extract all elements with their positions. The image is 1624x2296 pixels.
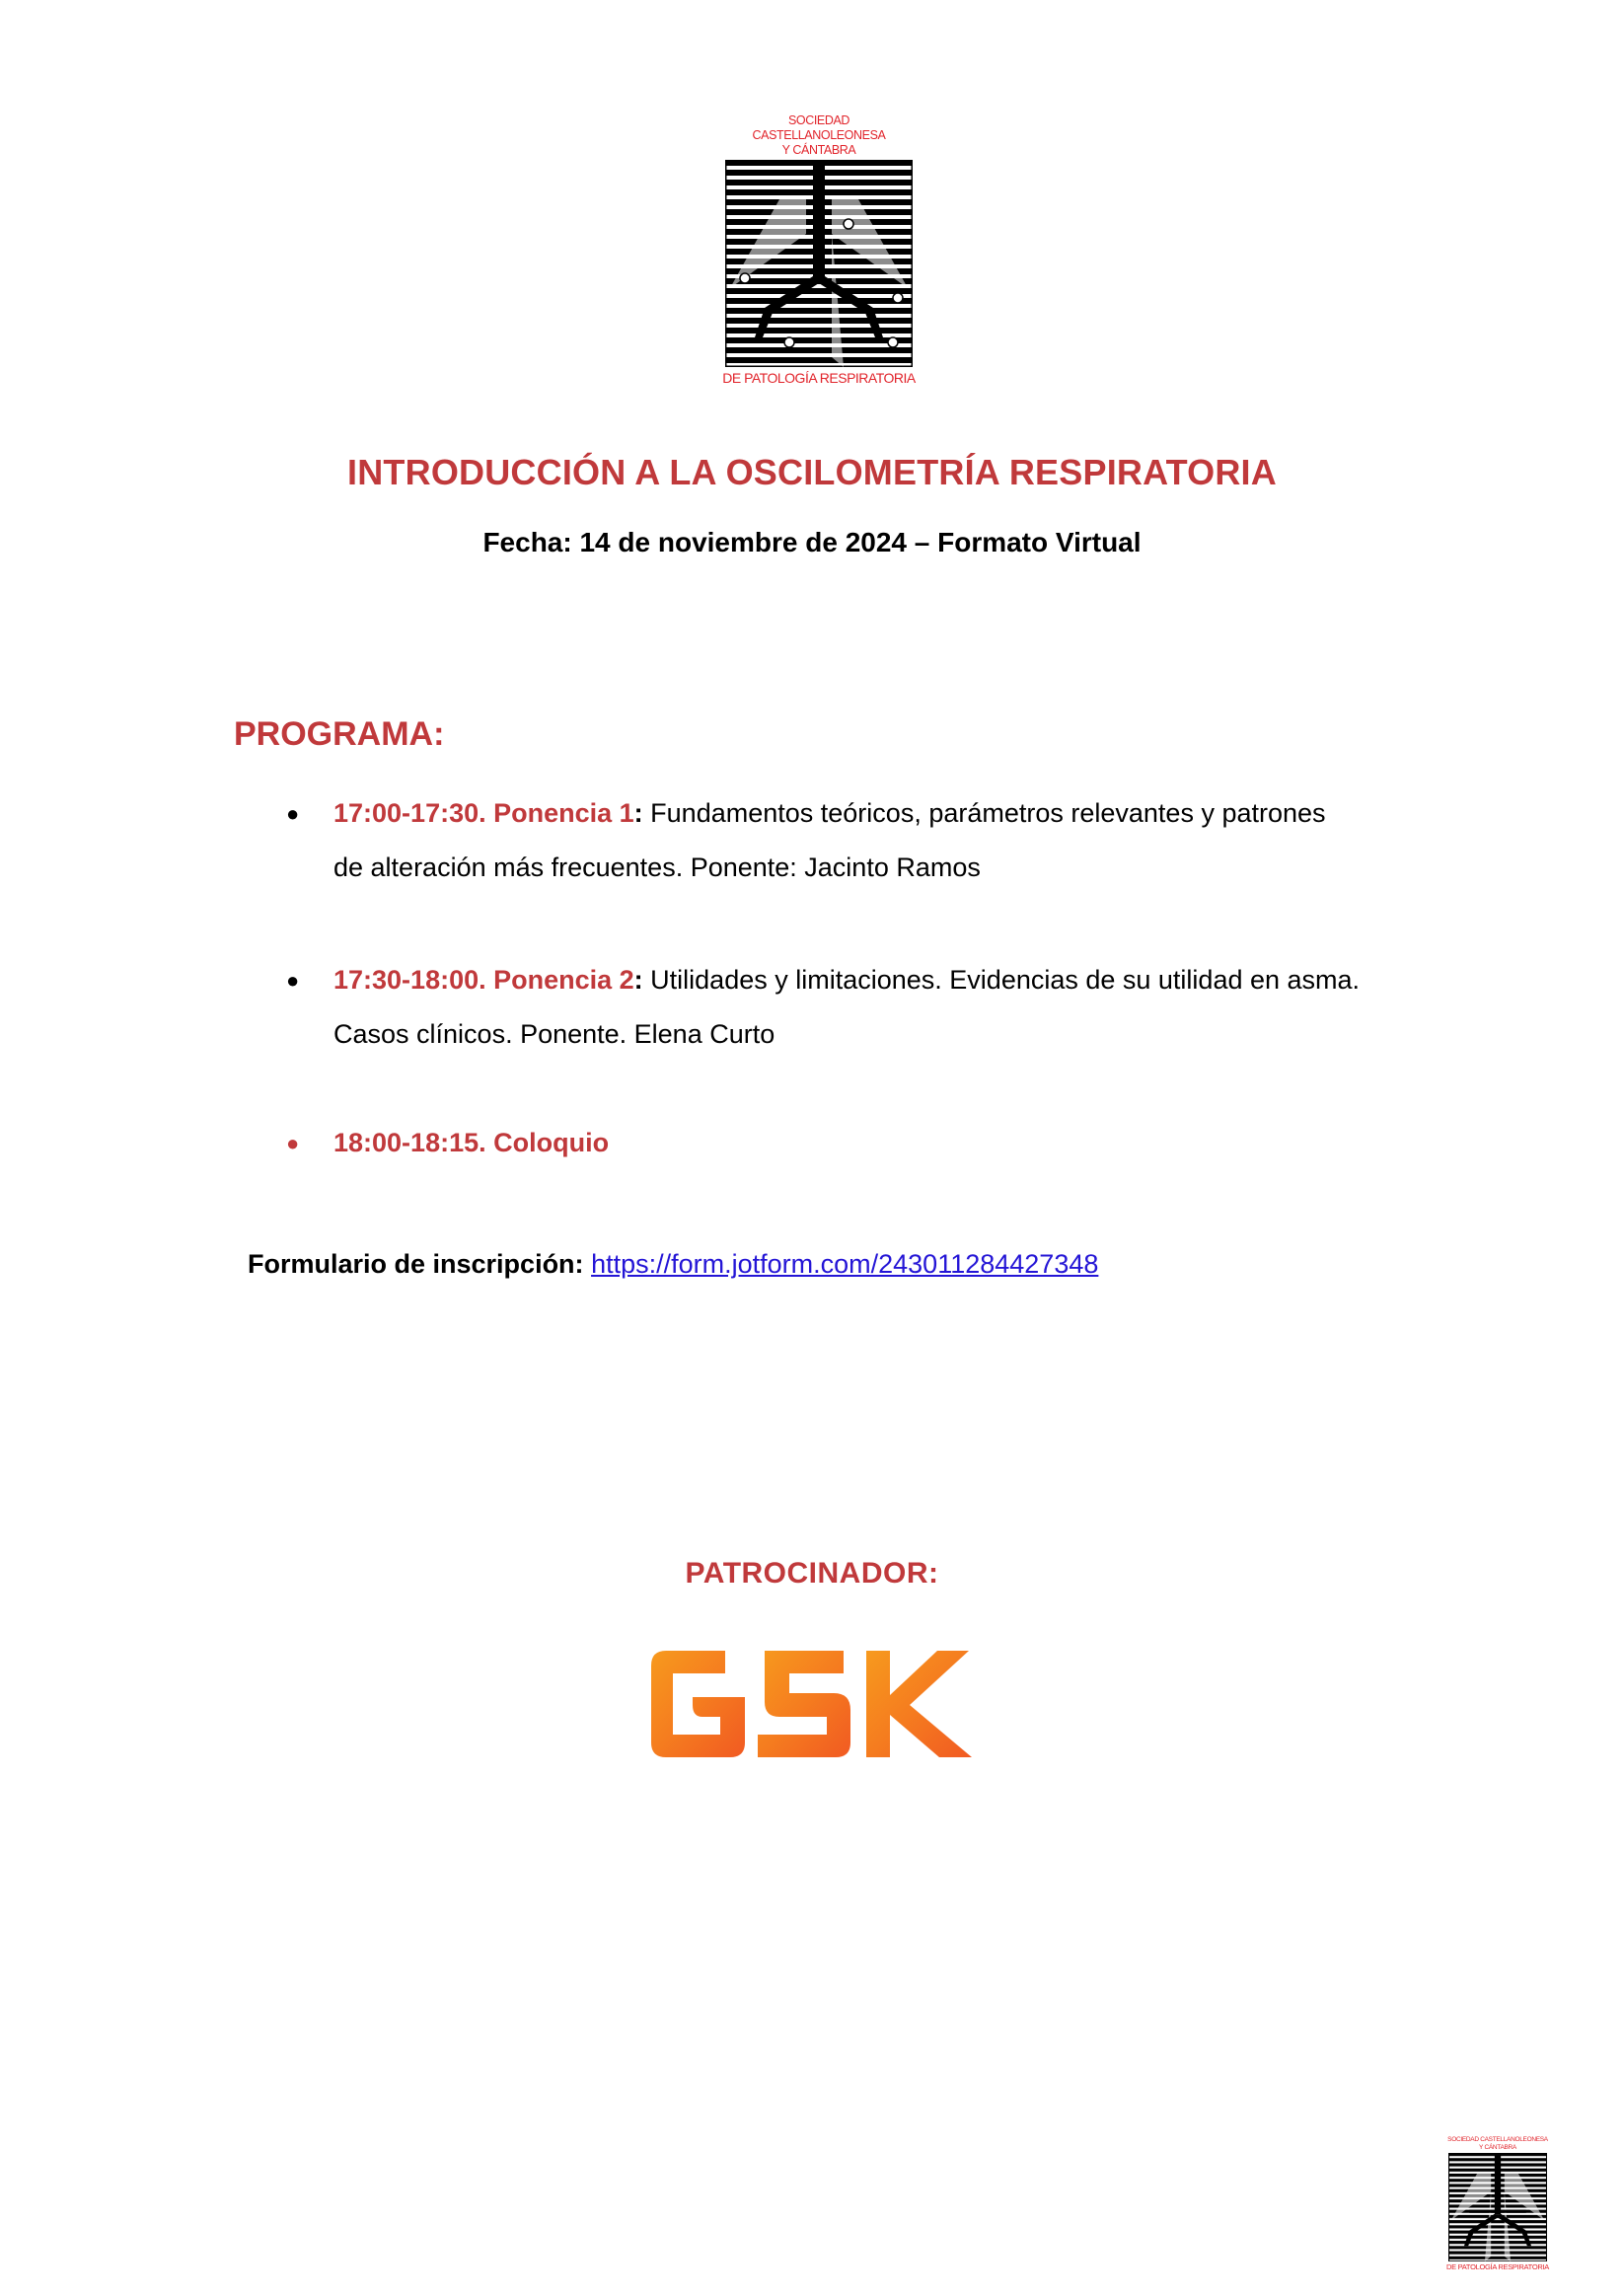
program-heading: PROGRAMA: <box>234 715 445 753</box>
bullet-icon: ● <box>286 1131 300 1155</box>
sponsor-heading: PATROCINADOR: <box>685 1557 939 1590</box>
registration <box>248 1249 1098 1280</box>
event-date: Fecha: 14 de noviembre de 2024 – Formato Virtual <box>482 527 1142 557</box>
page-title: INTRODUCCIÓN A LA OSCILOMETRÍA RESPIRATORIA <box>347 452 1277 492</box>
item-description-cont: Casos clínicos. Ponente. Elena Curto <box>333 1019 775 1049</box>
logo-line-2: Y CÁNTABRA <box>781 143 856 157</box>
bullet-icon: ● <box>286 801 300 826</box>
bullet-icon: ● <box>286 968 300 993</box>
registration-label: Formulario de inscripción: <box>248 1249 584 1279</box>
logo-line-3: DE PATOLOGÍA RESPIRATORIA <box>722 370 916 386</box>
lungs-emblem-icon <box>725 160 913 367</box>
logo-line-1: SOCIEDAD CASTELLANOLEONESA <box>1447 2136 1548 2143</box>
gsk-logo-icon <box>641 1646 987 1764</box>
item-description: Utilidades y limitaciones. Evidencias de su utilidad en asma. <box>642 965 1361 995</box>
society-logo <box>720 113 918 386</box>
registration-link[interactable]: https://form.jotform.com/243011284427348 <box>591 1249 1099 1279</box>
society-logo-small <box>1443 2136 1552 2271</box>
item-time: 18:00-18:15. Coloquio <box>333 1128 610 1157</box>
item-time: 17:00-17:30. Ponencia 1 <box>333 798 634 828</box>
logo-line-3: DE PATOLOGÍA RESPIRATORIA <box>1446 2262 1549 2271</box>
item-time: 17:30-18:00. Ponencia 2 <box>333 965 634 995</box>
item-description-cont: de alteración más frecuentes. Ponente: Jacinto Ramos <box>333 852 981 882</box>
logo-line-1: SOCIEDAD CASTELLANOLEONESA <box>752 113 886 142</box>
item-description: Fundamentos teóricos, parámetros relevantes y patrones <box>642 798 1326 828</box>
logo-line-2: Y CÁNTABRA <box>1479 2144 1516 2151</box>
lungs-emblem-icon <box>1448 2153 1547 2261</box>
